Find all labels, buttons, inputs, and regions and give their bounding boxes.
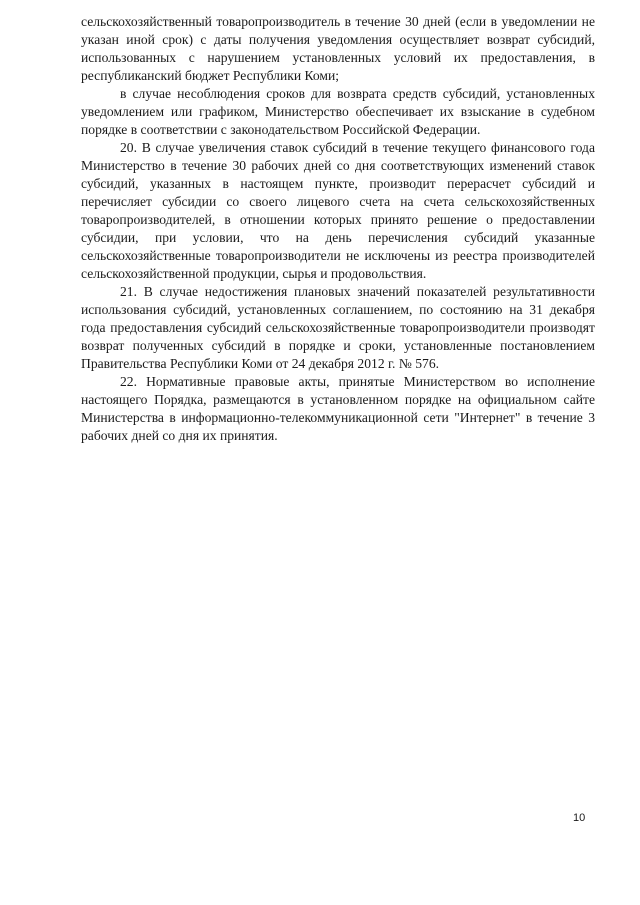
paragraph-continuation: сельскохозяйственный товаропроизводитель в течение 30 дней (если в уведомлении не указан иной срок) с даты получения уведомления осуществляет возврат субсидий, использованных с нарушением установленных условий их предоставления, в республиканский бюджет Республики Коми; [81,14,595,83]
paragraph-clause-22: 22. Нормативные правовые акты, принятые Министерством во исполнение настоящего Порядка, размещаются в установленном порядке на официальном сайте Министерства в информационно-телекоммуникационной сети "Интернет" в течение 3 рабочих дней со дня их принятия. [81,374,595,443]
document-body [81,13,595,445]
page-number: 10 [573,812,586,824]
paragraph-clause-20: 20. В случае увеличения ставок субсидий в течение текущего финансового года Министерство в течение 30 рабочих дней со дня соответствующих изменений ставок субсидий, указанных в настоящем пункте, производит перерасчет субсидий и перечисляет субсидии со своего лицевого счета на счета сельскохозяйственных товаропроизводителей, в отношении которых принято решение о предоставлении субсидии, при условии, что на день перечисления субсидий указанные сельскохозяйственные товаропроизводители не исключены из реестра производителей сельскохозяйственной продукции, сырья и продовольствия. [81,140,595,281]
paragraph-recovery: в случае несоблюдения сроков для возврата средств субсидий, установленных уведомлением или графиком, Министерство обеспечивает их взыскание в судебном порядке в соответствии с законодательством Российской Федерации. [81,86,595,137]
paragraph-clause-21: 21. В случае недостижения плановых значений показателей результативности использования субсидий, установленных соглашением, по состоянию на 31 декабря года предоставления субсидий сельскохозяйственные товаропроизводители производят возврат полученных субсидий в порядке и сроки, установленные постановлением Правительства Республики Коми от 24 декабря 2012 г. № 576. [81,284,595,371]
